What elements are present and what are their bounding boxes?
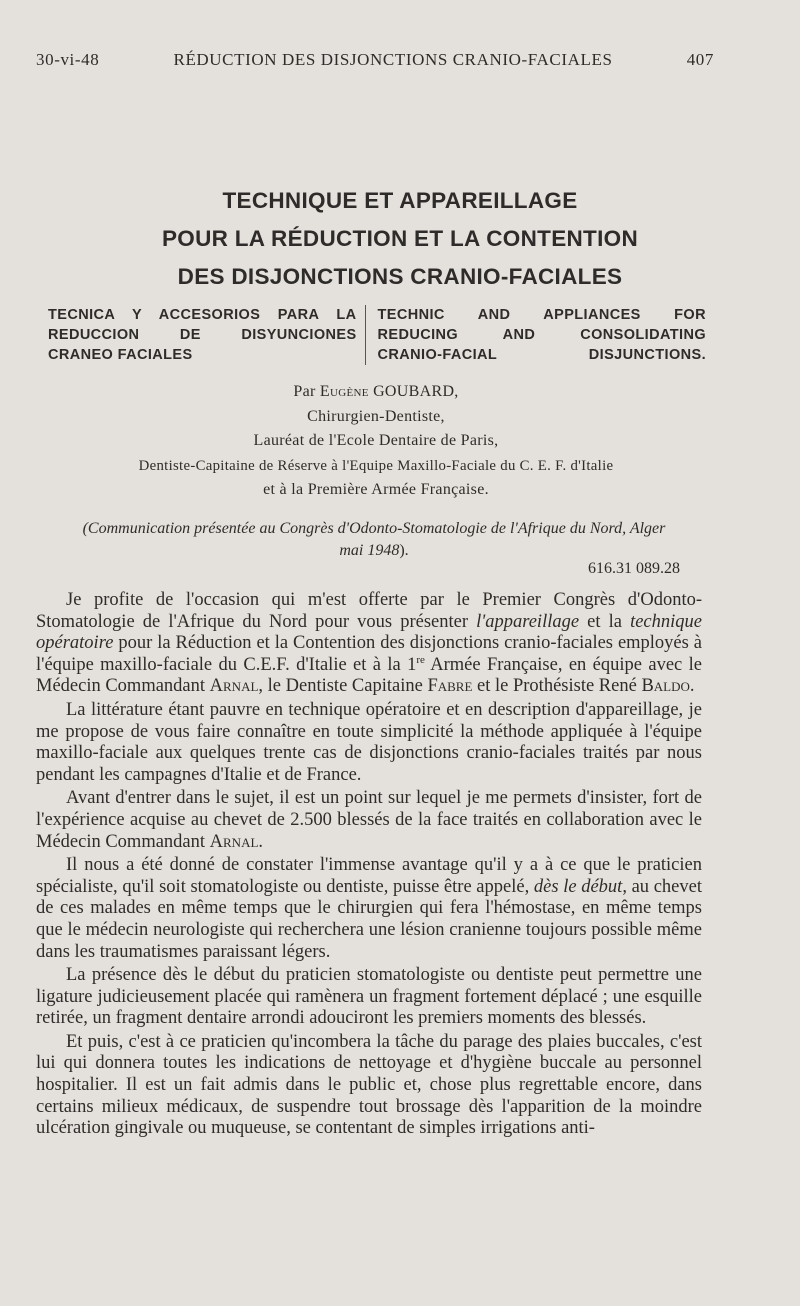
paragraph: La présence dès le début du praticien stomatologiste ou dentiste peut permettre une ligature judicieusement placée qui ramènera un fragment fortement déplacé ; une esquille retirée, un fragment dentaire arrondi adouciront les premiers moments des blessés. xyxy=(36,965,702,1029)
page-number: 407 xyxy=(686,50,714,69)
paragraph: Il nous a été donné de constater l'immense avantage qu'il y a à ce que le praticien spécialiste, qu'il soit stomatologiste ou dentiste, puisse être appelé, dès le début, au chevet de ces malades en même temps que le chirurgien qui fera l'hémostase, en même temps que le médecin neurologiste qui recherchera une lésion cranienne toujours possible même dans les traumatismes paraissant légers. xyxy=(36,855,702,962)
title-line: POUR LA RÉDUCTION ET LA CONTENTION xyxy=(161,226,639,251)
person-name: Baldo xyxy=(641,676,690,697)
issue-date: 30-vi-48 xyxy=(36,50,100,69)
translated-titles xyxy=(48,305,706,365)
english-title xyxy=(366,305,706,365)
article-body xyxy=(36,590,702,1142)
communication-date: mai 1948 xyxy=(339,542,400,559)
paragraph: Je profite de l'occasion qui m'est offerte par le Premier Congrès d'Odonto-Stomatologie de l'Afrique du Nord pour vous présenter l'appareillage et la technique opératoire pour la Réduction et la Contention des disjonctions cranio-faciales employés à l'équipe maxillo-faciale du C.E.F. d'Italie et à la 1re Armée Française, en équipe avec le Médecin Commandant Arnal, le Dentiste Capitaine Fabre et le Prothésiste René Baldo. xyxy=(36,590,702,697)
author-line xyxy=(36,380,716,405)
person-name: Fabre xyxy=(427,676,473,697)
classification-code: 616.31 089.28 xyxy=(588,560,680,577)
author-first-name: Eugène xyxy=(319,383,369,400)
person-name: Arnal xyxy=(209,831,259,852)
spanish-title-line: CRANEO FACIALES xyxy=(48,347,193,363)
running-title: RÉDUCTION DES DISJONCTIONS CRANIO-FACIALES xyxy=(173,50,613,69)
english-title-line: TECHNIC AND APPLIANCES FOR xyxy=(377,307,706,323)
author-role: Chirurgien-Dentiste, xyxy=(307,407,445,425)
author-role: et à la Première Armée Française. xyxy=(263,481,489,498)
spanish-title xyxy=(48,305,366,365)
spanish-title-line: TECNICA Y ACCESORIOS PARA LA xyxy=(48,307,357,323)
spanish-title-line: REDUCCION DE DISYUNCIONES xyxy=(48,327,357,343)
author-last-name: GOUBARD, xyxy=(373,383,459,400)
author-role: Lauréat de l'Ecole Dentaire de Paris, xyxy=(253,432,499,449)
author-role: Dentiste-Capitaine de Réserve à l'Equipe Maxillo-Faciale du C. E. F. d'Italie xyxy=(138,457,614,474)
english-title-line: CRANIO-FACIAL DISJUNCTIONS. xyxy=(377,347,706,363)
byline xyxy=(36,380,716,503)
running-head xyxy=(36,50,714,70)
paragraph: Et puis, c'est à ce praticien qu'incombera la tâche du parage des plaies buccales, c'est lui qui donnera toutes les indications de nettoyage et d'hygiène buccale au personnel hospitalier. Il est un fait admis dans le public et, chose plus regrettable encore, dans certains milieux médicaux, de suspendre tout brossage dès l'apparition de la moindre ulcération gingivale ou muqueuse, se contentant de simples irrigations anti- xyxy=(36,1031,702,1139)
paragraph: Avant d'entrer dans le sujet, il est un point sur lequel je me permets d'insister, fort de l'expérience acquise au chevet de 2.500 blessés de la face traités en collaboration avec le Médecin Commandant Arnal. xyxy=(36,788,702,852)
paragraph: La littérature étant pauvre en technique opératoire et en description d'appareillage, je me propose de vous faire connaître en toute simplicité la méthode appliquée à l'équipe maxillo-faciale aux quelques trente cas de disjonctions cranio-faciales traités par nous pendant les campagnes d'Italie et de France. xyxy=(36,699,702,785)
english-title-line: REDUCING AND CONSOLIDATING xyxy=(377,327,706,343)
article-title xyxy=(0,182,800,296)
communication-text: Communication présentée au Congrès d'Odonto-Stomatologie de l'Afrique du Nord, Alger xyxy=(87,520,666,537)
person-name: Arnal xyxy=(209,676,259,697)
title-line: DES DISJONCTIONS CRANIO-FACIALES xyxy=(177,264,623,289)
title-line: TECHNIQUE ET APPAREILLAGE xyxy=(222,188,578,213)
communication-note: (Communication présentée au Congrès d'Odonto-Stomatologie de l'Afrique du Nord, Alger mai 1948). xyxy=(82,520,666,559)
author-prefix: Par xyxy=(293,383,316,400)
